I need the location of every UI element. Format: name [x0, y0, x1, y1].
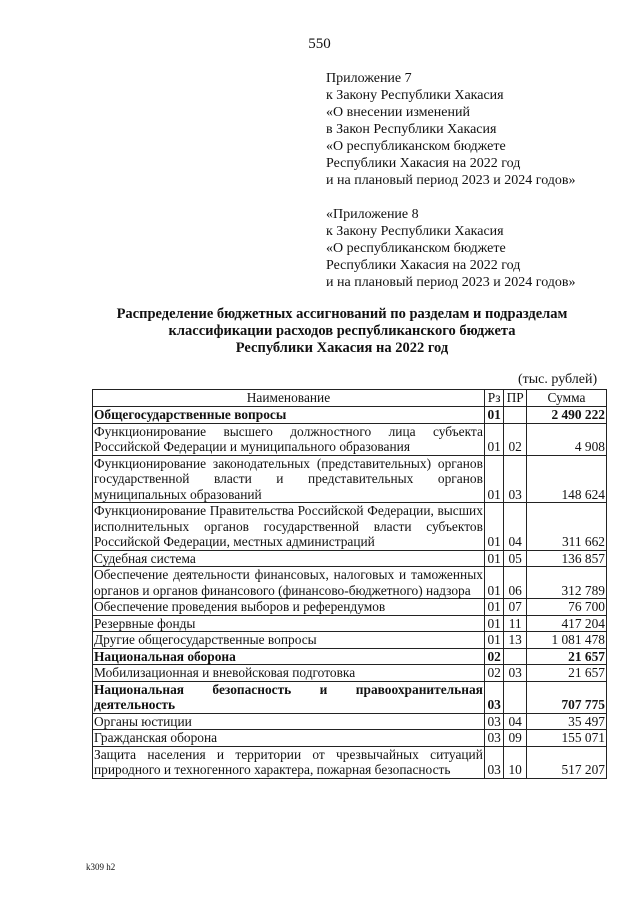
- budget-table: [92, 389, 607, 779]
- table-row: [93, 599, 607, 616]
- appendix-line: к Закону Республики Хакасия: [326, 224, 504, 239]
- row-sum: 417 204: [526, 615, 606, 632]
- header-pr: ПР: [504, 390, 527, 407]
- table-row: [93, 713, 607, 730]
- row-sum: 1 081 478: [526, 632, 606, 649]
- row-name: Функционирование Правительства Российской Федерации, высших исполнительных органов государственной власти субъектов Российской Федерации, местных администраций: [94, 503, 483, 549]
- row-rz: 02: [484, 665, 503, 682]
- row-name: Национальная безопасность и правоохранительная деятельность: [94, 681, 483, 712]
- header-name: Наименование: [93, 390, 485, 407]
- row-rz: 01: [484, 455, 503, 503]
- row-rz: 01: [484, 550, 503, 567]
- row-rz: 01: [484, 632, 503, 649]
- appendix-line: и на плановый период 2023 и 2024 годов»: [326, 173, 576, 188]
- row-name: Судебная система: [93, 550, 485, 567]
- row-rz: 03: [484, 713, 503, 730]
- row-pr: 06: [504, 567, 527, 599]
- appendix-8-header: [326, 206, 576, 291]
- row-pr: 03: [504, 455, 527, 503]
- row-sum: 21 657: [526, 648, 606, 665]
- header-sum: Сумма: [526, 390, 606, 407]
- row-pr: 07: [504, 599, 527, 616]
- table-row: [93, 665, 607, 682]
- row-rz: 01: [484, 615, 503, 632]
- appendix-line: «О республиканском бюджете: [326, 241, 506, 256]
- table-row: [93, 550, 607, 567]
- page-number: 550: [308, 36, 331, 52]
- row-rz: 01: [484, 423, 503, 455]
- title-line: Республики Хакасия на 2022 год: [235, 340, 449, 356]
- row-sum: 517 207: [526, 746, 606, 778]
- row-name: Гражданская оборона: [93, 730, 485, 747]
- row-name: Обеспечение деятельности финансовых, налоговых и таможенных органов и органов финансового (финансово-бюджетного) надзора: [94, 567, 483, 598]
- row-sum: 312 789: [526, 567, 606, 599]
- footer-code: k309 h2: [86, 862, 116, 872]
- row-pr: 09: [504, 730, 527, 747]
- table-row: [93, 746, 607, 778]
- row-rz: 01: [484, 567, 503, 599]
- row-pr: 10: [504, 746, 527, 778]
- row-pr: 11: [504, 615, 527, 632]
- table-row: [93, 648, 607, 665]
- table-row: [93, 615, 607, 632]
- row-rz: 03: [484, 681, 503, 713]
- row-name: Другие общегосударственные вопросы: [93, 632, 485, 649]
- row-sum: 2 490 222: [526, 407, 606, 424]
- table-row: [93, 730, 607, 747]
- table-row: [93, 407, 607, 424]
- table-row: [93, 503, 607, 551]
- row-rz: 01: [484, 503, 503, 551]
- row-pr: 04: [504, 503, 527, 551]
- appendix-line: «Приложение 8: [326, 207, 419, 222]
- table-row: [93, 681, 607, 713]
- row-rz: 01: [484, 599, 503, 616]
- row-name: Функционирование высшего должностного лица субъекта Российской Федерации и муниципального образования: [94, 423, 483, 454]
- units-label: (тыс. рублей): [518, 372, 598, 387]
- row-pr: [504, 407, 527, 424]
- row-sum: 4 908: [526, 423, 606, 455]
- title-line: классификации расходов республиканского бюджета: [168, 323, 516, 339]
- title-line: Распределение бюджетных ассигнований по разделам и подразделам: [116, 306, 568, 322]
- appendix-line: Республики Хакасия на 2022 год: [326, 258, 521, 273]
- row-pr: 03: [504, 665, 527, 682]
- appendix-line: в Закон Республики Хакасия: [326, 122, 497, 137]
- row-name: Обеспечение проведения выборов и референдумов: [93, 599, 485, 616]
- table-row: [93, 632, 607, 649]
- row-pr: 04: [504, 713, 527, 730]
- row-name: Национальная оборона: [93, 648, 485, 665]
- row-name: Органы юстиции: [93, 713, 485, 730]
- header-rz: Рз: [484, 390, 503, 407]
- row-name: Резервные фонды: [93, 615, 485, 632]
- document-title: [86, 306, 598, 357]
- table-row: [93, 455, 607, 503]
- row-sum: 707 775: [526, 681, 606, 713]
- row-pr: [504, 681, 527, 713]
- appendix-7-header: [326, 70, 576, 189]
- table-row: [93, 423, 607, 455]
- row-pr: 05: [504, 550, 527, 567]
- appendix-line: Республики Хакасия на 2022 год: [326, 156, 521, 171]
- appendix-line: Приложение 7: [326, 71, 412, 86]
- row-sum: 155 071: [526, 730, 606, 747]
- appendix-line: к Закону Республики Хакасия: [326, 88, 504, 103]
- row-rz: 01: [484, 407, 503, 424]
- table-header-row: [93, 390, 607, 407]
- row-name: Общегосударственные вопросы: [93, 407, 485, 424]
- row-pr: [504, 648, 527, 665]
- row-sum: 311 662: [526, 503, 606, 551]
- row-name: Функционирование законодательных (представительных) органов государственной власти и представительных органов муниципальных образований: [94, 455, 483, 502]
- appendix-line: «О республиканском бюджете: [326, 139, 506, 154]
- row-sum: 148 624: [526, 455, 606, 503]
- row-rz: 03: [484, 746, 503, 778]
- appendix-line: «О внесении изменений: [326, 105, 470, 120]
- row-rz: 02: [484, 648, 503, 665]
- table-body: [93, 407, 607, 779]
- row-name: Защита населения и территории от чрезвычайных ситуаций природного и техногенного характера, пожарная безопасность: [94, 746, 483, 777]
- row-sum: 76 700: [526, 599, 606, 616]
- row-sum: 21 657: [526, 665, 606, 682]
- row-rz: 03: [484, 730, 503, 747]
- row-sum: 35 497: [526, 713, 606, 730]
- appendix-line: и на плановый период 2023 и 2024 годов»: [326, 275, 576, 290]
- row-sum: 136 857: [526, 550, 606, 567]
- row-pr: 02: [504, 423, 527, 455]
- table-row: [93, 567, 607, 599]
- row-pr: 13: [504, 632, 527, 649]
- row-name: Мобилизационная и вневойсковая подготовка: [93, 665, 485, 682]
